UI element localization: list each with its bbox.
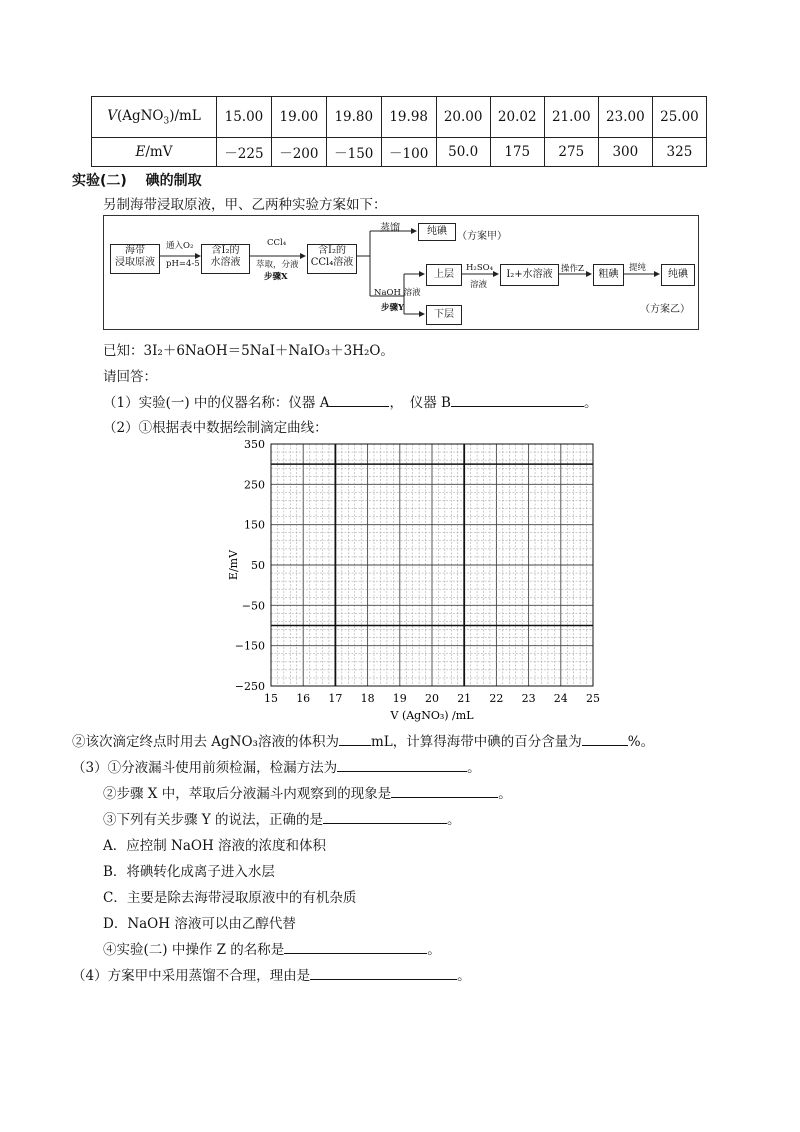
table-cell: －200 bbox=[271, 138, 326, 167]
question-4 bbox=[72, 964, 471, 984]
question-1 bbox=[103, 391, 597, 411]
question-3-3 bbox=[103, 808, 461, 828]
table-cell: 50.0 bbox=[436, 138, 490, 167]
question-text: ③下列有关步骤 Y 的说法，正确的是 bbox=[103, 812, 323, 828]
x-tick-label: 23 bbox=[521, 692, 536, 705]
answer-blank[interactable] bbox=[329, 394, 389, 407]
table-cell: 21.00 bbox=[544, 97, 598, 138]
answer-blank[interactable] bbox=[582, 733, 628, 746]
question-text: 。 bbox=[467, 760, 481, 776]
question-text: 。 bbox=[447, 812, 461, 828]
box-label: CCl₄溶液 bbox=[310, 257, 354, 268]
table-cell: 19.00 bbox=[271, 97, 326, 138]
question-2b bbox=[72, 730, 654, 750]
box-label: 水溶液 bbox=[210, 257, 241, 268]
y-tick-label: 50 bbox=[251, 559, 265, 572]
x-axis-label: V (AgNO₃) /mL bbox=[390, 709, 474, 722]
question-text: 。 bbox=[583, 395, 598, 411]
table-cell: －100 bbox=[381, 138, 436, 167]
table-row bbox=[92, 138, 707, 167]
y-tick-label: −150 bbox=[234, 639, 265, 653]
table-cell: 20.02 bbox=[490, 97, 544, 138]
box-crude-iodine: 粗碘 bbox=[593, 264, 624, 286]
option-c[interactable]: C．主要是除去海带浸取原液中的有机杂质 bbox=[103, 890, 357, 906]
answer-blank[interactable] bbox=[391, 785, 498, 798]
y-tick-label: 150 bbox=[244, 518, 265, 532]
label-plan-b: （方案乙） bbox=[640, 304, 690, 315]
table-cell: 325 bbox=[652, 138, 706, 167]
titration-chart bbox=[0, 432, 800, 732]
x-tick-label: 18 bbox=[360, 692, 375, 705]
box-i2-ccl4 bbox=[307, 244, 357, 274]
answer-blank[interactable] bbox=[284, 941, 427, 954]
y-tick-label: −250 bbox=[234, 680, 265, 693]
answer-blank[interactable] bbox=[337, 759, 467, 772]
table-cell: 25.00 bbox=[652, 97, 706, 138]
box-pure-iodine-a: 纯碘 bbox=[418, 223, 456, 241]
titration-data-table bbox=[91, 96, 707, 167]
question-2: （2）①根据表中数据绘制滴定曲线： bbox=[103, 420, 328, 436]
option-b[interactable]: B．将碘转化成离子进入水层 bbox=[103, 864, 275, 880]
box-i2-aqueous bbox=[201, 244, 250, 274]
label-step-y: 步骤Y bbox=[381, 303, 405, 313]
answer-blank[interactable] bbox=[339, 733, 371, 746]
section-intro: 另制海带浸取原液，甲、乙两种实验方案如下： bbox=[103, 197, 387, 213]
label-extract: 萃取，分液 bbox=[256, 260, 299, 270]
answer-blank[interactable] bbox=[323, 811, 447, 824]
table-cell: 23.00 bbox=[598, 97, 652, 138]
known-equation: 已知：3I₂＋6NaOH＝5NaI＋NaIO₃＋3H₂O。 bbox=[103, 343, 394, 359]
box-label: 含I₂的 bbox=[211, 245, 240, 256]
question-text: ④实验(二) 中操作 Z 的名称是 bbox=[103, 942, 285, 958]
y-tick-label: 350 bbox=[244, 438, 265, 451]
table-cell: －225 bbox=[217, 138, 272, 167]
box-upper-layer: 上层 bbox=[426, 264, 462, 286]
y-axis-label: E/mV bbox=[227, 549, 240, 581]
table-header-volume: V(AgNO$_3$)/mL bbox=[92, 97, 217, 138]
box-seaweed-extract bbox=[110, 244, 160, 274]
question-text: （1）实验(一) 中的仪器名称：仪器 A bbox=[103, 395, 330, 411]
y-tick-label: 250 bbox=[244, 478, 265, 492]
question-text: ②步骤 X 中，萃取后分液漏斗内观察到的现象是 bbox=[103, 786, 392, 802]
x-tick-label: 19 bbox=[392, 692, 407, 705]
question-text: ， 仪器 B bbox=[389, 395, 451, 411]
table-cell: 275 bbox=[544, 138, 598, 167]
x-tick-label: 22 bbox=[489, 692, 504, 705]
box-pure-iodine-b: 纯碘 bbox=[661, 264, 695, 286]
table-cell: －150 bbox=[326, 138, 381, 167]
option-a[interactable]: A．应控制 NaOH 溶液的浓度和体积 bbox=[103, 838, 327, 854]
flow-diagram bbox=[103, 215, 699, 330]
label-step-x: 步骤X bbox=[264, 272, 288, 282]
label-plan-a: （方案甲） bbox=[457, 231, 507, 242]
table-cell: 175 bbox=[490, 138, 544, 167]
question-text: ②该次滴定终点时用去 AgNO₃溶液的体积为 bbox=[72, 734, 339, 750]
label-solution: 溶液 bbox=[470, 280, 488, 290]
label-h2so4: H₂SO₄ bbox=[466, 263, 494, 273]
x-tick-label: 16 bbox=[296, 692, 311, 705]
box-label: 含I₂的 bbox=[318, 245, 346, 256]
box-label: 浸取原液 bbox=[115, 257, 155, 268]
please-answer: 请回答： bbox=[103, 369, 157, 385]
answer-blank[interactable] bbox=[310, 967, 457, 980]
box-label: 海带 bbox=[125, 245, 145, 256]
y-tick-label: −50 bbox=[241, 599, 265, 613]
table-header-potential: E/mV bbox=[92, 138, 217, 167]
x-tick-label: 25 bbox=[586, 692, 600, 705]
question-text: mL，计算得海带中碘的百分含量为 bbox=[370, 734, 582, 750]
label-naoh: NaOH 溶液 bbox=[374, 288, 421, 298]
question-3-2 bbox=[103, 782, 512, 802]
question-text: （3）①分液漏斗使用前须检漏，检漏方法为 bbox=[72, 760, 338, 776]
table-cell: 19.80 bbox=[326, 97, 381, 138]
question-text: %。 bbox=[627, 734, 655, 750]
label-oxygen: 通入O₂ bbox=[166, 241, 194, 251]
label-purify: 提纯 bbox=[629, 263, 647, 273]
table-row bbox=[92, 97, 707, 138]
question-text: 。 bbox=[427, 942, 441, 958]
label-ccl4: CCl₄ bbox=[267, 238, 287, 248]
answer-blank[interactable] bbox=[451, 394, 584, 407]
table-cell: 19.98 bbox=[381, 97, 436, 138]
question-text: （4）方案甲中采用蒸馏不合理，理由是 bbox=[72, 968, 311, 984]
option-d[interactable]: D．NaOH 溶液可以由乙醇代替 bbox=[103, 916, 296, 932]
label-operation-z: 操作Z bbox=[561, 264, 584, 274]
table-cell: 300 bbox=[598, 138, 652, 167]
x-tick-label: 21 bbox=[457, 692, 472, 705]
x-tick-label: 15 bbox=[264, 692, 278, 705]
x-tick-label: 24 bbox=[553, 692, 568, 705]
x-tick-label: 17 bbox=[328, 692, 343, 705]
box-lower-layer: 下层 bbox=[426, 305, 462, 325]
section-title: 实验(二) 碘的制取 bbox=[72, 173, 202, 189]
label-distill: 蒸馏 bbox=[380, 223, 400, 234]
question-3-4 bbox=[103, 938, 441, 958]
table-cell: 15.00 bbox=[217, 97, 272, 138]
question-3-1 bbox=[72, 756, 481, 776]
question-text: 。 bbox=[457, 968, 471, 984]
label-ph: pH=4-5 bbox=[166, 259, 200, 269]
box-i2-water: I₂+水溶液 bbox=[500, 264, 559, 286]
table-cell: 20.00 bbox=[436, 97, 490, 138]
x-tick-label: 20 bbox=[425, 692, 439, 705]
question-text: 。 bbox=[498, 786, 512, 802]
